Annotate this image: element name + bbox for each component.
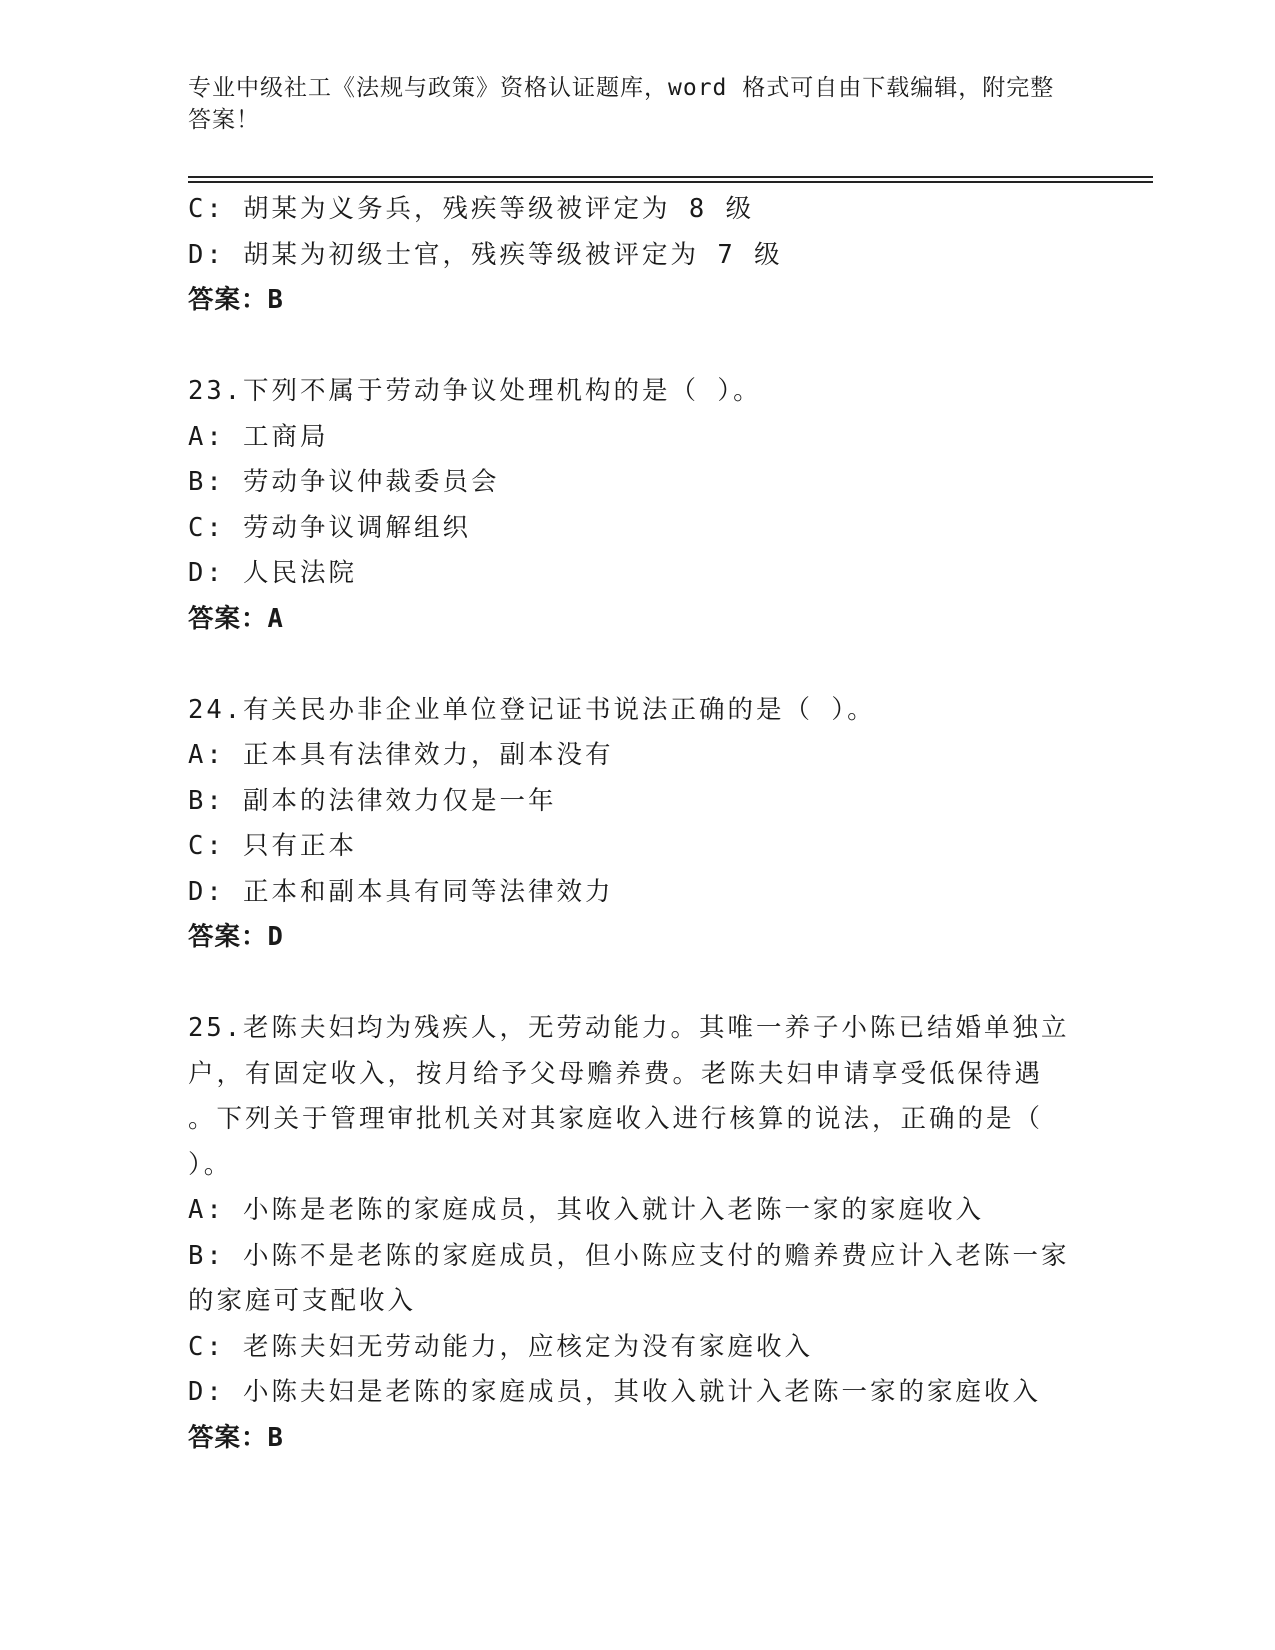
- header-rule-top: [188, 176, 1153, 178]
- question-stem-line: 25.老陈夫妇均为残疾人，无劳动能力。其唯一养子小陈已结婚单独立: [188, 1013, 1070, 1043]
- spacer: [188, 961, 1088, 1007]
- option-c: C: 胡某为义务兵，残疾等级被评定为 8 级: [188, 194, 755, 224]
- option-a: A: 小陈是老陈的家庭成员，其收入就计入老陈一家的家庭收入: [188, 1195, 985, 1225]
- answer-label: 答案：D: [188, 922, 284, 952]
- option-c: C: 劳动争议调解组织: [188, 512, 472, 543]
- option-b-continued: 的家庭可支配收入: [188, 1286, 417, 1316]
- option-b: B: 劳动争议仲裁委员会: [188, 467, 500, 497]
- question-stem: 23.下列不属于劳动争议处理机构的是（ ）。: [188, 376, 762, 406]
- option-a: A: 工商局: [188, 421, 329, 452]
- spacer: [188, 642, 1088, 688]
- option-c: C: 只有正本: [188, 831, 358, 861]
- option-d: D: 正本和副本具有同等法律效力: [188, 876, 614, 907]
- question-stem-line: 户，有固定收入，按月给予父母赡养费。老陈夫妇申请享受低保待遇: [188, 1058, 1044, 1089]
- answer-label: 答案：B: [188, 285, 284, 315]
- spacer: [188, 324, 1088, 370]
- answer-label: 答案：B: [188, 1422, 284, 1453]
- question-22-continued: [188, 187, 1088, 324]
- option-b: B: 小陈不是老陈的家庭成员，但小陈应支付的赡养费应计入老陈一家: [188, 1240, 1070, 1271]
- option-b: B: 副本的法律效力仅是一年: [188, 785, 557, 816]
- document-header: 专业中级社工《法规与政策》资格认证题库，word 格式可自由下载编辑，附完整答案！: [188, 75, 1055, 133]
- option-d: D: 小陈夫妇是老陈的家庭成员，其收入就计入老陈一家的家庭收入: [188, 1377, 1042, 1407]
- answer-label: 答案：A: [188, 603, 284, 634]
- question-25: [188, 1006, 1088, 1461]
- option-d: D: 胡某为初级士官，残疾等级被评定为 7 级: [188, 239, 783, 270]
- option-d: D: 人民法院: [188, 558, 358, 588]
- question-24: [188, 688, 1088, 961]
- question-stem-line: ）。: [188, 1149, 233, 1180]
- option-c: C: 老陈夫妇无劳动能力，应核定为没有家庭收入: [188, 1331, 814, 1362]
- question-23: [188, 369, 1088, 642]
- question-stem: 24.有关民办非企业单位登记证书说法正确的是（ ）。: [188, 694, 876, 725]
- header-rule-bottom: [188, 181, 1153, 183]
- question-list: [188, 187, 1088, 1461]
- option-a: A: 正本具有法律效力，副本没有: [188, 740, 614, 770]
- question-stem-line: 。下列关于管理审批机关对其家庭收入进行核算的说法，正确的是（: [188, 1104, 1044, 1134]
